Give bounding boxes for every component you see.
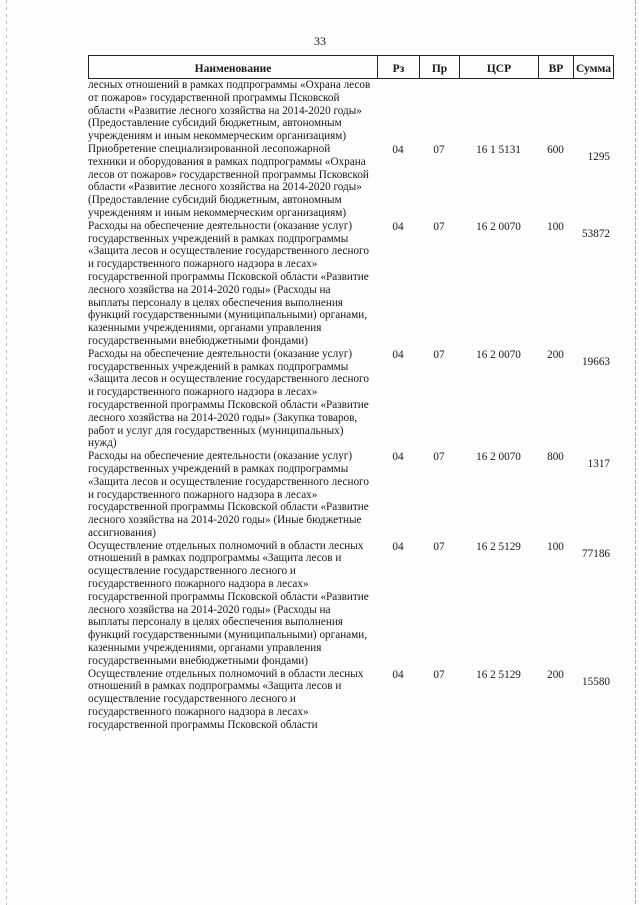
row-pr: 07 (433, 348, 445, 361)
row-pr: 07 (433, 540, 445, 553)
row-name: Осуществление отдельных полномочий в области лесных отношений в рамках подпрограммы «Защита лесов и осуществление государственного лесного и государственного пожарного надзора в лесах» государственной программы Псковской области (88, 667, 364, 731)
row-vr: 100 (547, 540, 564, 553)
table-row (88, 348, 614, 450)
row-csr: 16 2 0070 (476, 451, 521, 464)
row-vr (538, 79, 573, 143)
row-sum (573, 79, 614, 143)
row-pr (419, 79, 459, 143)
row-sum: 53872 (582, 227, 610, 240)
header-csr: ЦСР (460, 56, 539, 78)
row-sum: 1317 (587, 458, 610, 471)
row-name: Расходы на обеспечение деятельности (оказание услуг) государственных учреждений в рамках подпрограммы «Защита лесов и осуществление государственного лесного и государственного пожарного надзора в лесах» государственной программы Псковской области «Развитие лесного хозяйства на 2014-2020 годы» (Иные бюджетные ассигнования) (88, 450, 369, 539)
budget-table (88, 55, 614, 732)
row-csr (459, 79, 538, 143)
header-sum: Сумма (574, 56, 614, 78)
row-rz: 04 (392, 143, 404, 156)
row-vr: 200 (547, 348, 564, 361)
row-csr: 16 1 5131 (476, 143, 521, 156)
row-sum: 15580 (582, 675, 610, 688)
row-sum: 19663 (582, 355, 610, 368)
scan-edge-right (635, 0, 636, 905)
row-csr: 16 2 5129 (476, 668, 521, 681)
row-name: Расходы на обеспечение деятельности (оказание услуг) государственных учреждений в рамках подпрограммы «Защита лесов и осуществление государственного лесного и государственного пожарного надзора в лесах» государственной программы Псковской области «Развитие лесного хозяйства на 2014-2020 годы» (Закупка товаров, работ и услуг для государственных (муниципальных) нужд) (88, 347, 369, 450)
table-row (88, 540, 614, 668)
header-name: Наименование (89, 56, 378, 78)
header-vr: ВР (539, 56, 574, 78)
row-vr: 600 (547, 143, 564, 156)
row-csr: 16 2 0070 (476, 220, 521, 233)
row-pr: 07 (433, 220, 445, 233)
row-name: лесных отношений в рамках подпрограммы «Охрана лесов от пожаров» государственной программы Псковской области «Развитие лесного хозяйства на 2014-2020 годы» (Предоставление субсидий бюджетным, автономным учреждениям и иным некоммерческим организациям) (88, 79, 371, 143)
header-pr: Пр (420, 56, 460, 78)
table-row (88, 668, 614, 732)
row-pr: 07 (433, 451, 445, 464)
table-row (88, 79, 614, 143)
row-vr: 800 (547, 451, 564, 464)
row-sum: 1295 (587, 150, 610, 163)
table-row (88, 220, 614, 348)
row-pr: 07 (433, 668, 445, 681)
row-rz: 04 (392, 348, 404, 361)
row-vr: 100 (547, 220, 564, 233)
row-pr: 07 (433, 143, 445, 156)
row-rz: 04 (392, 451, 404, 464)
scan-edge-left (6, 0, 7, 905)
table-row (88, 450, 614, 540)
row-sum: 77186 (582, 547, 610, 560)
row-name: Приобретение специализированной лесопожарной техники и оборудования в рамках подпрограммы «Охрана лесов от пожаров» государственной программы Псковской области «Развитие лесного хозяйства на 2014-2020 годы» (Предоставление субсидий бюджетным, автономным учреждениям и иным некоммерческим организациям) (88, 142, 369, 219)
row-rz (377, 79, 419, 143)
row-csr: 16 2 5129 (476, 540, 521, 553)
row-rz: 04 (392, 220, 404, 233)
row-vr: 200 (547, 668, 564, 681)
row-csr: 16 2 0070 (476, 348, 521, 361)
header-rz: Рз (378, 56, 420, 78)
page-number: 33 (314, 34, 326, 48)
table-row (88, 143, 614, 220)
row-name: Осуществление отдельных полномочий в области лесных отношений в рамках подпрограммы «Защита лесов и осуществление государственного лесного и государственного пожарного надзора в лесах» государственной программы Псковской области «Развитие лесного хозяйства на 2014-2020 годы» (Расходы на выплаты персоналу в целях обеспечения выполнения функций государственными (муниципальными) органами, казенными учреждениями, органами управления государственными внебюджетными фондами) (88, 539, 369, 667)
row-name: Расходы на обеспечение деятельности (оказание услуг) государственных учреждений в рамках подпрограммы «Защита лесов и осуществление государственного лесного и государственного пожарного надзора в лесах» государственной программы Псковской области «Развитие лесного хозяйства на 2014-2020 годы» (Расходы на выплаты персоналу в целях обеспечения выполнения функций государственными (муниципальными) органами, казенными учреждениями, органами управления государственными внебюджетными фондами) (88, 219, 369, 347)
row-rz: 04 (392, 668, 404, 681)
table-header (88, 55, 614, 79)
row-rz: 04 (392, 540, 404, 553)
